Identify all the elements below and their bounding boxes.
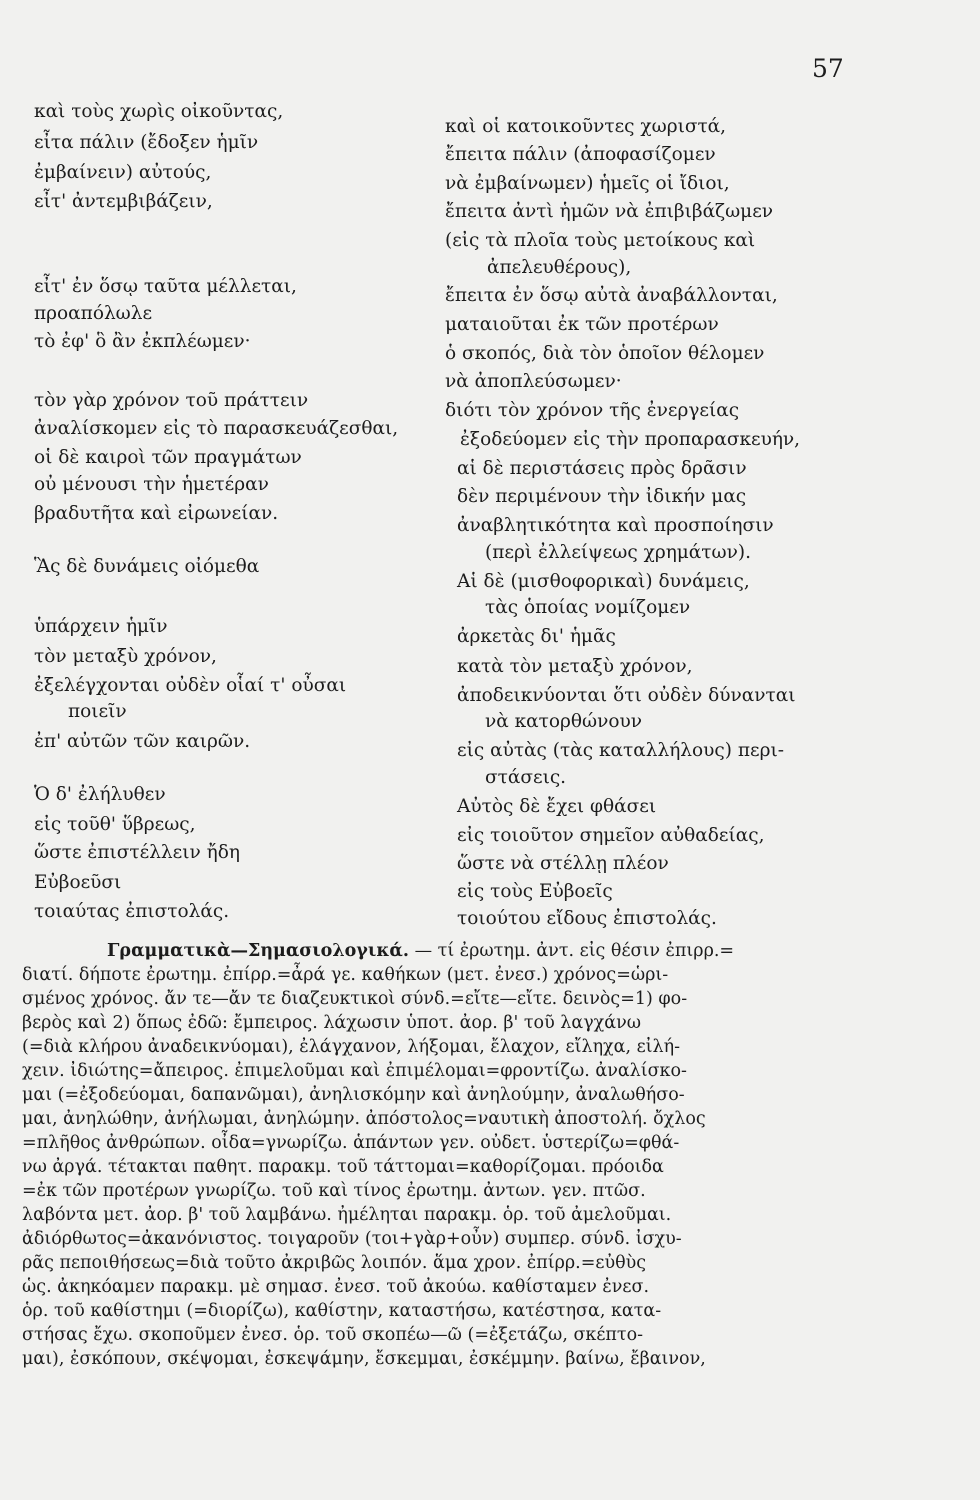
note-line: ὁρ. τοῦ καθίστημι (=διορίζω), καθίστην, καταστήσω, κατέστησα, κατα-	[22, 1301, 662, 1321]
text-line: εἶτ' ἀντεμβιβάζειν,	[34, 191, 213, 212]
text-line: ἔπειτα ἀντὶ ἡμῶν νὰ ἐπιβιβάζωμεν	[445, 201, 774, 222]
note-line: μαι), ἐσκόπουν, σκέψομαι, ἐσκεψάμην, ἔσκεμμαι, ἐσκέμμην. βαίνω, ἔβαινον,	[22, 1349, 706, 1369]
page-number: 57	[812, 54, 844, 83]
text-line: ἀποδεικνύονται ὅτι οὐδὲν δύνανται	[457, 685, 796, 706]
text-line: καὶ τοὺς χωρὶς οἰκοῦντας,	[34, 101, 284, 122]
text-line: (εἰς τὰ πλοῖα τοὺς μετοίκους καὶ	[445, 230, 756, 251]
text-line: τὸ ἐφ' ὃ ἂν ἐκπλέωμεν·	[34, 331, 251, 352]
text-line: εἰς τοῦθ' ὕβρεως,	[34, 814, 196, 835]
text-line: εἶτ' ἐν ὅσῳ ταῦτα μέλλεται,	[34, 276, 297, 297]
text-line: ὥστε νὰ στέλλῃ πλέον	[457, 853, 669, 874]
text-line: ὁ σκοπός, διὰ τὸν ὁποῖον θέλομεν	[445, 343, 765, 364]
text-line: τὸν μεταξὺ χρόνον,	[34, 646, 217, 667]
text-line: δὲν περιμένουν τὴν ἰδικήν μας	[457, 486, 747, 507]
note-line: διατί. δήποτε ἐρωτημ. ἐπίρρ.=ἆρά γε. καθήκων (μετ. ἐνεσ.) χρόνος=ὡρι-	[22, 965, 669, 985]
text-line: ματαιοῦται ἐκ τῶν προτέρων	[445, 314, 719, 335]
note-line: ρᾶς πεποιθήσεως=διὰ τοῦτο ἀκριβῶς λοιπόν. ἅμα χρον. ἐπίρρ.=εὐθὺς	[22, 1253, 647, 1273]
text-line: ἀναλίσκομεν εἰς τὸ παρασκευάζεσθαι,	[34, 418, 399, 439]
text-line: αἱ δὲ περιστάσεις πρὸς δρᾶσιν	[457, 458, 747, 479]
text-line: ἐξελέγχονται οὐδὲν οἷαί τ' οὖσαι	[34, 675, 347, 696]
note-line: ἀδιόρθωτος=ἀκανόνιστος. τοιγαροῦν (τοι+γὰρ+οὖν) συμπερ. σύνδ. ἰσχυ-	[22, 1229, 682, 1249]
text-line: νὰ ἀποπλεύσωμεν·	[445, 371, 622, 392]
note-line: στήσας ἔχω. σκοποῦμεν ἐνεσ. ὁρ. τοῦ σκοπέω—ῶ (=ἐξετάζω, σκέπτο-	[22, 1325, 644, 1345]
text-line: στάσεις.	[485, 767, 567, 788]
text-line: καὶ οἱ κατοικοῦντες χωριστά,	[445, 116, 727, 137]
text-line: νὰ ἐμβαίνωμεν) ἡμεῖς οἱ ἴδιοι,	[445, 173, 730, 194]
text-line: οἱ δὲ καιροὶ τῶν πραγμάτων	[34, 447, 302, 468]
text-line: οὐ μένουσι τὴν ἡμετέραν	[34, 474, 269, 495]
text-line: διότι τὸν χρόνον τῆς ἐνεργείας	[445, 400, 740, 421]
text-line: τὸν γὰρ χρόνον τοῦ πράττειν	[34, 390, 309, 411]
text-line: εἰς τοὺς Εὐβοεῖς	[457, 881, 613, 902]
text-line: ποιεῖν	[68, 701, 127, 722]
text-line: ὑπάρχειν ἡμῖν	[34, 616, 168, 637]
notes-heading: Γραμματικὰ—Σημασιολογικά.	[107, 941, 409, 961]
text-line: ἔπειτα πάλιν (ἀποφασίζομεν	[445, 144, 716, 165]
note-line: λαβόντα μετ. ἀορ. β' τοῦ λαμβάνω. ἠμέληται παρακμ. ὁρ. τοῦ ἀμελοῦμαι.	[22, 1205, 672, 1225]
note-line: σμένος χρόνος. ἄν τε—ἄν τε διαζευκτικοὶ σύνδ.=εἴτε—εἴτε. δεινὸς=1) φο-	[22, 989, 688, 1009]
note-line: μαι, ἀνηλώθην, ἀνήλωμαι, ἀνηλώμην. ἀπόστολος=ναυτικὴ ἀποστολή. ὄχλος	[22, 1109, 706, 1129]
text-line: νὰ κατορθώνουν	[485, 711, 643, 732]
text-line: προαπόλωλε	[34, 303, 153, 324]
text-line: ἀπελευθέρους),	[487, 257, 632, 278]
text-line: ἐξοδεύομεν εἰς τὴν προπαρασκευήν,	[460, 429, 801, 450]
notes-first-line-text: — τί ἐρωτημ. ἀντ. εἰς θέσιν ἐπιρρ.=	[414, 941, 735, 961]
text-line: ἐμβαίνειν) αὐτούς,	[34, 162, 212, 183]
text-line: εἰς τοιοῦτον σημεῖον αὐθαδείας,	[457, 825, 765, 846]
note-line: μαι (=ἐξοδεύομαι, δαπανῶμαι), ἀνηλισκόμην καὶ ἀνηλούμην, ἀναλωθήσο-	[22, 1085, 685, 1105]
note-line: βερὸς καὶ 2) ὅπως ἐδῶ: ἔμπειρος. λάχωσιν ὑποτ. ἀορ. β' τοῦ λαγχάνω	[22, 1013, 641, 1033]
text-line: βραδυτῆτα καὶ εἰρωνείαν.	[34, 503, 279, 524]
text-line: εἰς αὐτὰς (τὰς καταλλήλους) περι-	[457, 740, 784, 761]
text-line: Εὐβοεῦσι	[34, 872, 122, 893]
note-line: ὡς. ἀκηκόαμεν παρακμ. μὲ σημασ. ἐνεσ. τοῦ ἀκούω. καθίσταμεν ἐνεσ.	[22, 1277, 650, 1297]
text-line: τὰς ὁποίας νομίζομεν	[485, 597, 691, 618]
text-line: ἀναβλητικότητα καὶ προσποίησιν	[457, 515, 774, 536]
text-line: εἶτα πάλιν (ἔδοξεν ἡμῖν	[34, 132, 259, 153]
note-line: =πλῆθος ἀνθρώπων. οἶδα=γνωρίζω. ἁπάντων γεν. οὐδετ. ὑστερίζω=φθά-	[22, 1133, 680, 1153]
text-line: ὥστε ἐπιστέλλειν ἤδη	[34, 842, 240, 863]
text-line: τοιούτου εἴδους ἐπιστολάς.	[457, 908, 717, 929]
text-line: ἔπειτα ἐν ὅσῳ αὐτὰ ἀναβάλλονται,	[445, 285, 778, 306]
text-line: Αὐτὸς δὲ ἔχει φθάσει	[457, 796, 657, 817]
text-line: Αἱ δὲ (μισθοφορικαὶ) δυνάμεις,	[457, 571, 750, 592]
text-line: (περὶ ἐλλείψεως χρημάτων).	[485, 542, 751, 563]
text-line: Ὁ δ' ἐλήλυθεν	[34, 784, 166, 805]
note-line: νω ἀργά. τέτακται παθητ. παρακμ. τοῦ τάττομαι=καθορίζομαι. πρόοιδα	[22, 1157, 664, 1177]
text-line: τοιαύτας ἐπιστολάς.	[34, 901, 230, 922]
note-line: (=διὰ κλήρου ἀναδεικνύομαι), ἐλάγχανον, λήξομαι, ἔλαχον, εἴληχα, εἰλή-	[22, 1037, 681, 1057]
text-line: ἀρκετὰς δι' ἡμᾶς	[457, 626, 616, 647]
text-line: κατὰ τὸν μεταξὺ χρόνον,	[457, 656, 693, 677]
text-line: Ἃς δὲ δυνάμεις οἰόμεθα	[34, 556, 260, 577]
notes-first-line	[107, 940, 734, 962]
note-line: =ἐκ τῶν προτέρων γνωρίζω. τοῦ καὶ τίνος ἐρωτημ. ἀντων. γεν. πτῶσ.	[22, 1181, 646, 1201]
note-line: χειν. ἰδιώτης=ἄπειρος. ἐπιμελοῦμαι καὶ ἐπιμέλομαι=φροντίζω. ἀναλίσκο-	[22, 1061, 687, 1081]
text-line: ἐπ' αὐτῶν τῶν καιρῶν.	[34, 731, 251, 752]
